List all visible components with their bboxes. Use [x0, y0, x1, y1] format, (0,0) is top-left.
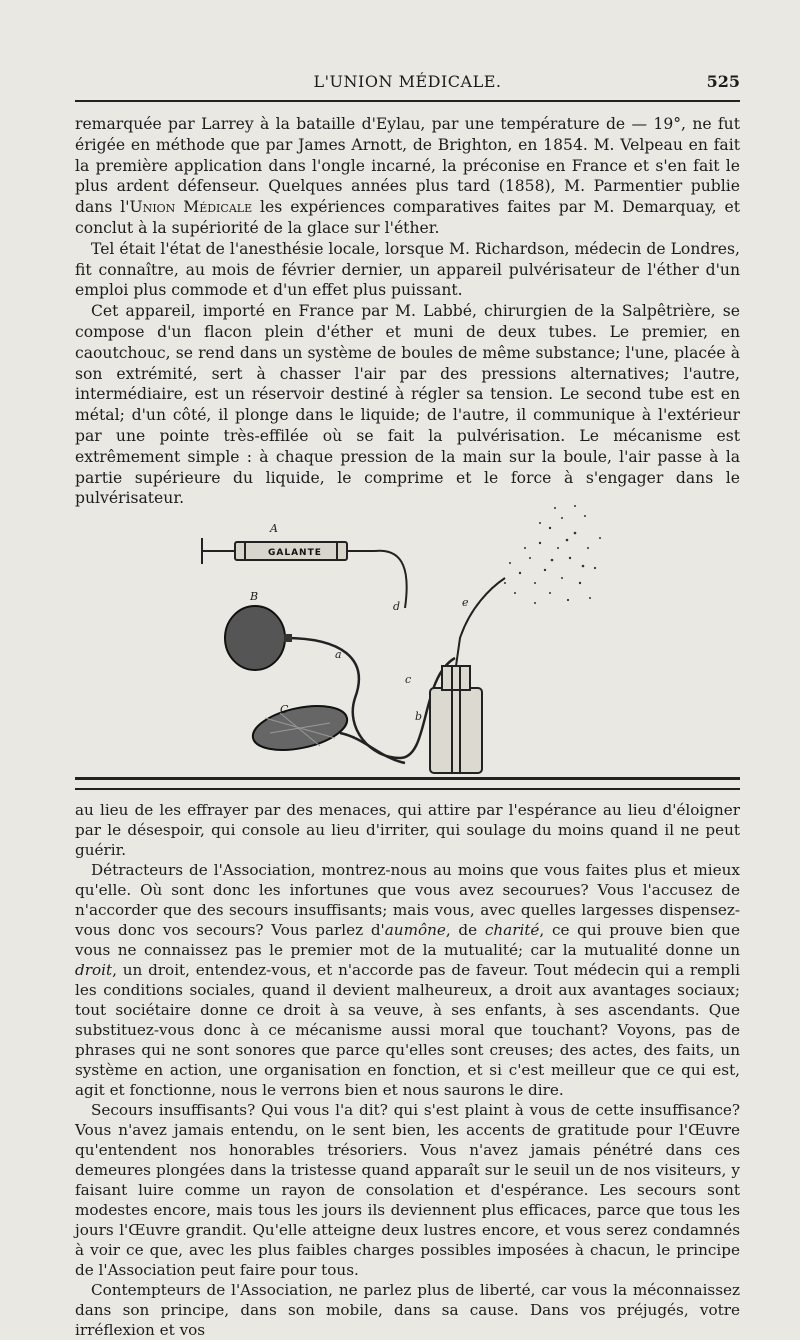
text-run: remarquée par Larrey à la bataille d'Eylau, par une température de — 19°, ne fut érigée en méthode que par James Arnott, de Brighton, en 1854. M. Velpeau en fait la première application dans l'ongle incarné, la préconise en France et s'en fait le plus ardent défenseur. Quelques années plus tard (1858), M. Parmentier publie dans l' — [75, 115, 740, 217]
page-header — [75, 70, 740, 98]
paragraph — [75, 860, 740, 1100]
page-number: 525 — [706, 72, 740, 91]
italic-term: droit — [75, 961, 113, 979]
article-text-top — [75, 114, 740, 509]
italic-term: aumône — [384, 921, 446, 939]
paragraph — [75, 114, 740, 239]
text-run: Détracteurs de l'Association, montrez-nous au moins que vous faites plus et mieux qu'elle. Où sont donc les infortunes que vous avez secourues? Vous l'accusez de n'accorder que des secours insuffisants; mais vous, avec quelles largesses dispensez-vous donc vos secours? Vous parlez d' — [75, 861, 740, 939]
label-a-lower: a — [335, 648, 342, 661]
paragraph: Tel était l'état de l'anesthésie locale, lorsque M. Richardson, médecin de Londres, fit connaître, au mois de février dernier, un appareil pulvérisateur de l'éther d'un emploi plus commode et d'un effet plus puissant. — [75, 239, 740, 300]
header-rule — [75, 100, 740, 102]
label-c-upper: C — [280, 703, 289, 716]
pump-bulb — [249, 698, 351, 757]
italic-term: charité — [484, 921, 540, 939]
article-text-bottom — [75, 800, 740, 1340]
section-rule — [75, 777, 740, 780]
paragraph: Secours insuffisants? Qui vous l'a dit? qui s'est plaint à vous de cette insuffisance? Vous n'avez jamais entendu, on le sent bien, les accents de gratitude pour l'Œuvre qu'entendent nos honorables trésoriers. Vous n'avez jamais pénétré dans ces demeures plongées dans la tristesse quand apparaît sur le seuil un de nos visiteurs, y faisant luire comme un rayon de consolation et d'espérance. Les secours sont modestes encore, mais tous les jours ils deviennent plus efficaces, parce que tous les jours l'Œuvre grandit. Qu'elle atteigne deux lustres encore, et vous serez condamnés à voir ce que, avec les plus faibles charges possibles imposées à chacun, le principe de l'Association peut faire pour tous. — [75, 1101, 740, 1279]
metal-tube — [456, 578, 505, 666]
section-rule — [75, 788, 740, 790]
label-a-upper: A — [270, 522, 278, 535]
label-e: e — [462, 596, 469, 609]
paragraph: Cet appareil, importé en France par M. Labbé, chirurgien de la Salpêtrière, se compose d'un flacon plein d'éther et muni de deux tubes. Le premier, en caoutchouc, se rend dans un système de boules de même substance; l'une, placée à son extrémité, sert à chasser l'air par des pressions alternatives; l'autre, intermédiaire, est un réservoir destiné à régler sa tension. Le second tube est en métal; d'un côté, il plonge dans le liquide; de l'autre, il communique à l'extérieur par une pointe très-effilée où se fait la pulvérisation. Le mécanisme est extrêmement simple : à chaque pression de la main sur la boule, l'air passe à la partie supérieure du liquide, le comprime et le force à s'engager dans le pulvérisateur. — [75, 302, 740, 508]
label-d: d — [393, 600, 401, 613]
ether-bottle — [430, 666, 482, 773]
ether-spray-apparatus-illustration — [190, 488, 610, 778]
reservoir-ball — [225, 606, 292, 670]
text-run: les expériences comparatives faites par M. Demarquay, et conclut à la supériorité de la glace sur l'éther. — [75, 198, 740, 237]
journal-name: Union Médicale — [129, 198, 253, 217]
text-run: , un droit, entendez-vous, et n'accorde pas de faveur. Tout médecin qui a rempli les conditions sociales, quand il devient malheureux, a droit aux avantages sociaux; tout sociétaire donne ce droit à sa veuve, à ses enfants, à ses ascendants. Que substituez-vous donc à ce mécanisme aussi moral que touchant? Voyons, pas de phrases qui ne sont sonores que parce qu'elles sont creuses; des actes, des faits, un système en action, une organisation en fonction, et si c'est meilleur que ce qui est, agit et fonctionne, nous le verrons bien et nous saurons le dire. — [75, 961, 740, 1099]
label-c-lower: c — [405, 673, 412, 686]
syringe-engraving-text: GALANTE — [268, 548, 322, 558]
paragraph: Contempteurs de l'Association, ne parlez plus de liberté, car vous la méconnaissez dans son principe, dans son mobile, dans sa cause. Dans vos préjugés, votre irréflexion et vos — [75, 1281, 740, 1339]
text-run: , de — [445, 921, 485, 939]
running-title: L'UNION MÉDICALE. — [313, 72, 502, 91]
paragraph: au lieu de les effrayer par des menaces, qui attire par l'espérance au lieu d'éloigner par le désespoir, qui console au lieu d'irriter, qui soulage du moins quand il ne peut guérir. — [75, 801, 740, 859]
apparatus-engraving — [190, 488, 610, 778]
label-b-upper: B — [250, 590, 259, 603]
spray-mist — [504, 505, 601, 604]
label-b-lower: b — [415, 710, 423, 723]
text-run: , ce qui prouve bien que vous ne connaissez pas le premier mot de la mutualité; car la mutualité donne un — [75, 921, 740, 959]
